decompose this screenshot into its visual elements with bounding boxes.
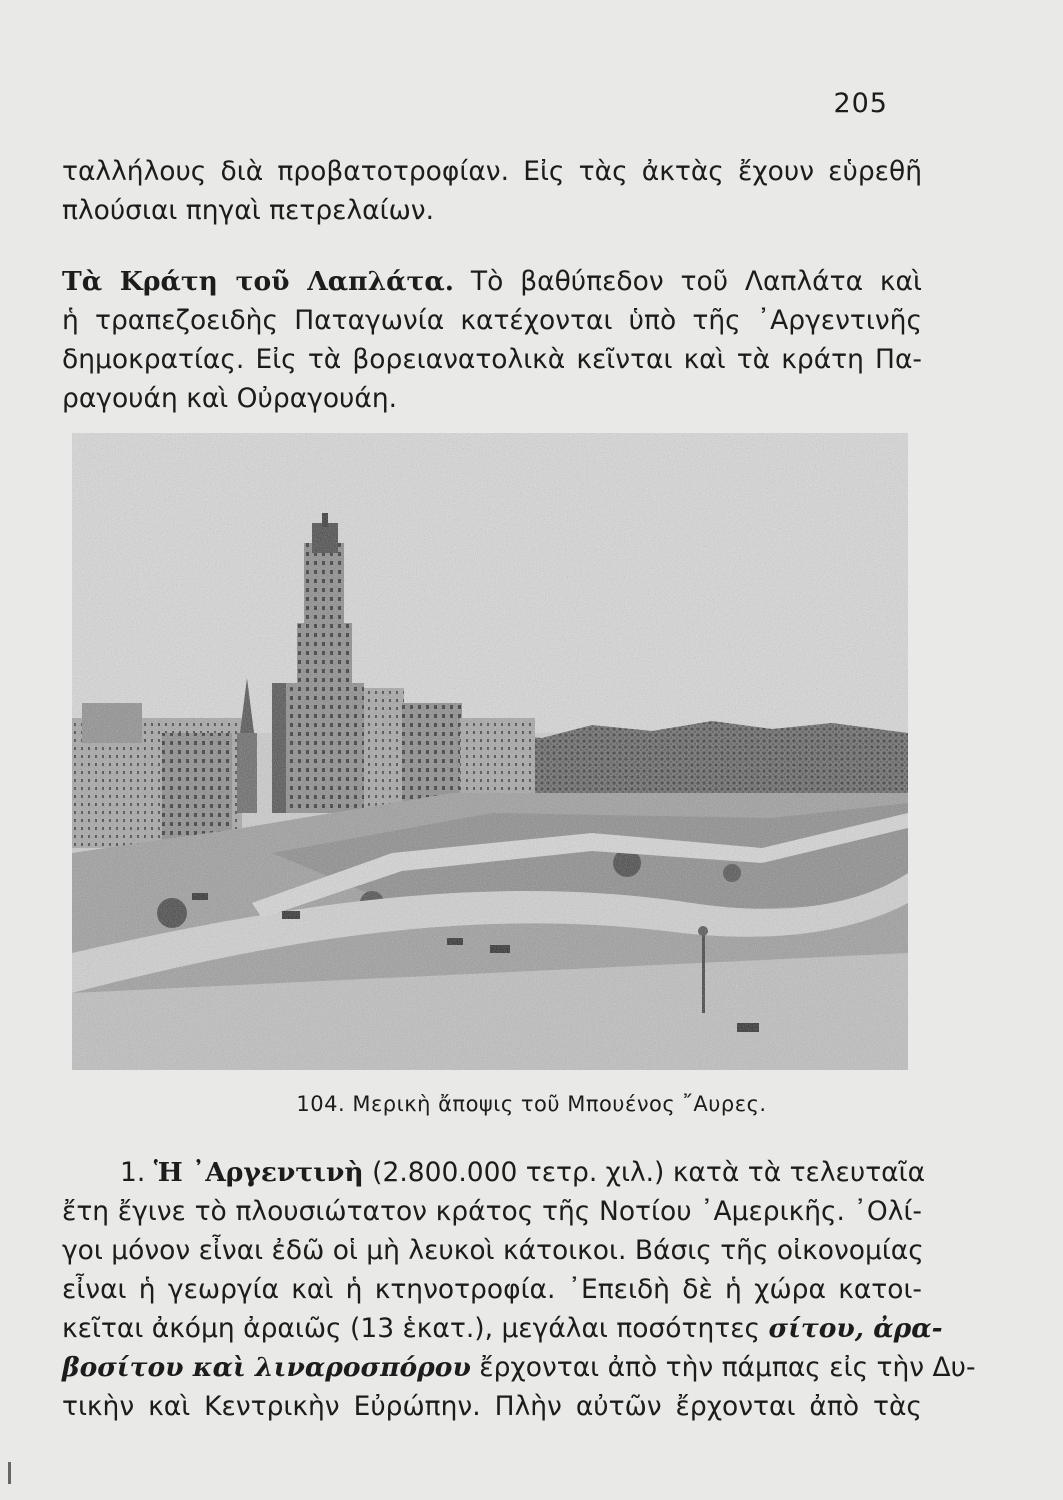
item-number: 1. <box>120 1157 146 1188</box>
text-line: ἔτη ἔγινε τὸ πλουσιώτατον κράτος τῆς Νοτίου ᾿Αμερικῆς. ᾿Ολί- <box>62 1196 922 1227</box>
paragraph-petroleum <box>62 152 922 230</box>
text-line: τικὴν καὶ Κεντρικὴν Εὐρώπην. Πλὴν αὐτῶν ἔρχονται ἀπὸ τὰς <box>62 1391 922 1422</box>
page-number: 205 <box>833 88 888 119</box>
text-line <box>62 262 922 301</box>
term-argentina: Ἡ ᾿Αργεντινὴ <box>153 1157 364 1188</box>
text-line: εἶναι ἡ γεωργία καὶ ἡ κτηνοτροφία. ᾿Επειδὴ δὲ ἡ χώρα κατοι- <box>62 1274 922 1305</box>
figure-caption: 104. Μερικὴ ἄποψις τοῦ Μπουένος ῎Αυρες. <box>296 1092 767 1116</box>
buenos-aires-photo <box>72 433 908 1070</box>
text-segment: Τὸ βαθύπεδον τοῦ Λαπλάτα καὶ <box>470 266 922 297</box>
text-line: πλούσιαι πηγαὶ πετρελαίων. <box>62 195 435 226</box>
text-line <box>62 1348 976 1387</box>
text-line: γοι μόνον εἶναι ἐδῶ οἱ μὴ λευκοὶ κάτοικοι. Βάσις τῆς οἰκονομίας <box>62 1235 924 1266</box>
text-line <box>62 1153 926 1192</box>
text-line: ραγουάη καὶ Οὐραγουάη. <box>62 383 398 414</box>
text-line: ἡ τραπεζοειδὴς Παταγωνία κατέχονται ὑπὸ τῆς ᾿Αργεντινῆς <box>62 305 922 336</box>
paragraph-la-plata-states <box>62 262 922 418</box>
section-heading: Τὰ Κράτη τοῦ Λαπλάτα. <box>62 266 455 297</box>
text-segment: ἔρχονται ἀπὸ τὴν πάμπας εἰς τὴν Δυ- <box>479 1352 976 1383</box>
text-line: δημοκρατίας. Εἰς τὰ βορειανατολικὰ κεῖνται καὶ τὰ κράτη Πα- <box>62 344 922 375</box>
emphasis-grains: βοσίτου καὶ λιναροσπόρου <box>62 1352 471 1383</box>
margin-mark <box>8 1462 11 1484</box>
paragraph-argentina <box>62 1153 976 1426</box>
emphasis-grains: σίτου, ἀρα- <box>768 1313 943 1344</box>
text-line: ταλλήλους διὰ προβατοτροφίαν. Εἰς τὰς ἀκτὰς ἔχουν εὑρεθῆ <box>62 156 922 187</box>
text-segment: κεῖται ἀκόμη ἀραιῶς (13 ἑκατ.), μεγάλαι ποσότητες <box>62 1313 761 1344</box>
text-line <box>62 1309 943 1348</box>
text-segment: (2.800.000 τετρ. χιλ.) κατὰ τὰ τελευταῖα <box>372 1157 926 1188</box>
